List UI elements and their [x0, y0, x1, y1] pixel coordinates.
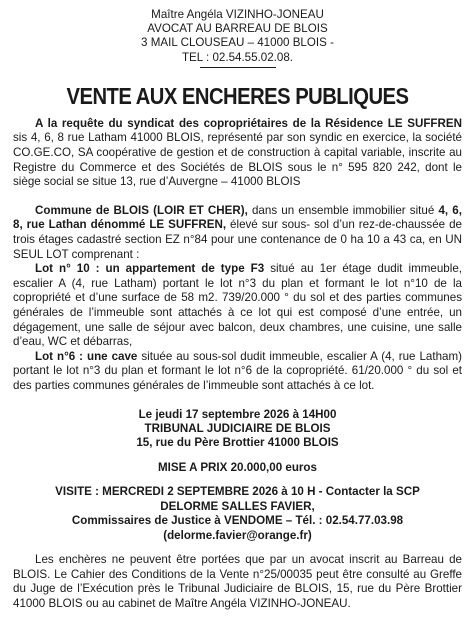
- page-title: VENTE AUX ENCHERES PUBLIQUES: [66, 82, 409, 109]
- sale-date: Le jeudi 17 septembre 2026 à 14H00: [138, 407, 337, 421]
- intro-text: sis 4, 6, 8 rue Latham 41000 BLOIS, représenté par son syndic en exercice, la société CO.GE.CO, SA coopérative de gestion et de construction à capital variable, inscrite au Registre du Commerce et des Sociétés de BLOIS sous le n° 595 820 242, dont le siège social se situe 13, rue d’Auvergne – 41000 BLOIS: [13, 131, 462, 189]
- lawyer-phone: TEL : 02.54.55.02.08.: [181, 50, 294, 64]
- intro-paragraph: [13, 117, 462, 190]
- starting-price: MISE A PRIX 20.000,00 euros: [158, 460, 317, 474]
- lot-10-title: Lot n° 10 : un appartement de type F3: [35, 262, 265, 276]
- lot-10-paragraph: [13, 262, 462, 350]
- visit-firm: DELORME SALLES FAVIER,: [160, 499, 315, 513]
- lawyer-bar: AVOCAT AU BARREAU DE BLOIS: [147, 22, 328, 36]
- commune-paragraph: [13, 204, 462, 262]
- sale-address: 15, rue du Père Brottier 41000 BLOIS: [136, 436, 339, 450]
- visit-contact: Commissaires de Justice à VENDOME – Tél. : 02.54.77.03.98: [71, 514, 404, 528]
- commune-text-1: dans un ensemble immobilier situé: [247, 203, 439, 217]
- commune-bold-1: Commune de BLOIS (LOIR ET CHER),: [35, 203, 248, 217]
- commune-text-2: élevé sur sous- sol d’un rez-de-chaussée de trois étages cadastré section EZ n°84 pour une contenance de 0 ha 10 a 43 ca, en UN SEUL LOT comprenant :: [13, 218, 462, 261]
- visit-email: (delorme.favier@orange.fr): [163, 528, 312, 542]
- lawyer-name: Maître Angéla VIZINHO-JONEAU: [151, 8, 324, 21]
- lot-6-title: Lot n°6 : une cave: [35, 349, 138, 363]
- header-divider: [200, 67, 276, 68]
- sale-info: [13, 408, 462, 451]
- sale-court: TRIBUNAL JUDICIAIRE DE BLOIS: [144, 421, 331, 435]
- footer-text: Les enchères ne peuvent être portées que par un avocat inscrit au Barreau de BLOIS. Le Cahier des Conditions de la Vente n°25/00035 peut être consulté au Greffe du Juge de l’Exécution près le Tribunal Judiciaire de BLOIS, 15, rue du Père Brottier 41000 BLOIS ou au cabinet de Maître Angéla VIZINHO-JONEAU.: [13, 552, 462, 610]
- intro-bold: A la requête du syndicat des copropriétaires de la Résidence LE SUFFREN: [35, 116, 462, 130]
- lot-6-text: située au sous-sol dudit immeuble, escalier A (4, rue Latham) portant le lot n°3 du plan et formant le lot n°6 de la copropriété. 61/20.000 ° du sol et des parties communes générales de l’immeuble sont attachés à ce lot.: [13, 349, 462, 392]
- lot-10-text: situé au 1er étage dudit immeuble, escalier A (4, rue Latham) portant le lot n°3 du plan et formant le lot n°10 de la copropriété et d’une surface de 58 m2. 739/20.000 ° du sol et des parties communes générales de l’immeuble sont attachés à ce lot qui est composé d’une entrée, un dégagement, une salle de séjour avec balcon, deux chambres, une cuisine, une salle d’eau, WC et débarras,: [13, 262, 462, 349]
- lawyer-header: [27, 8, 448, 68]
- visit-date: VISITE : MERCREDI 2 SEPTEMBRE 2026 à 10 H - Contacter la SCP: [55, 485, 420, 499]
- commune-bold-2: 4, 6, 8, rue Lathan dénommé LE SUFFREN,: [13, 203, 462, 232]
- lawyer-address: 3 MAIL CLOUSEAU – 41000 BLOIS -: [141, 36, 334, 50]
- footer-paragraph: [13, 553, 462, 611]
- lot-6-paragraph: [13, 350, 462, 394]
- visit-info: [13, 485, 462, 543]
